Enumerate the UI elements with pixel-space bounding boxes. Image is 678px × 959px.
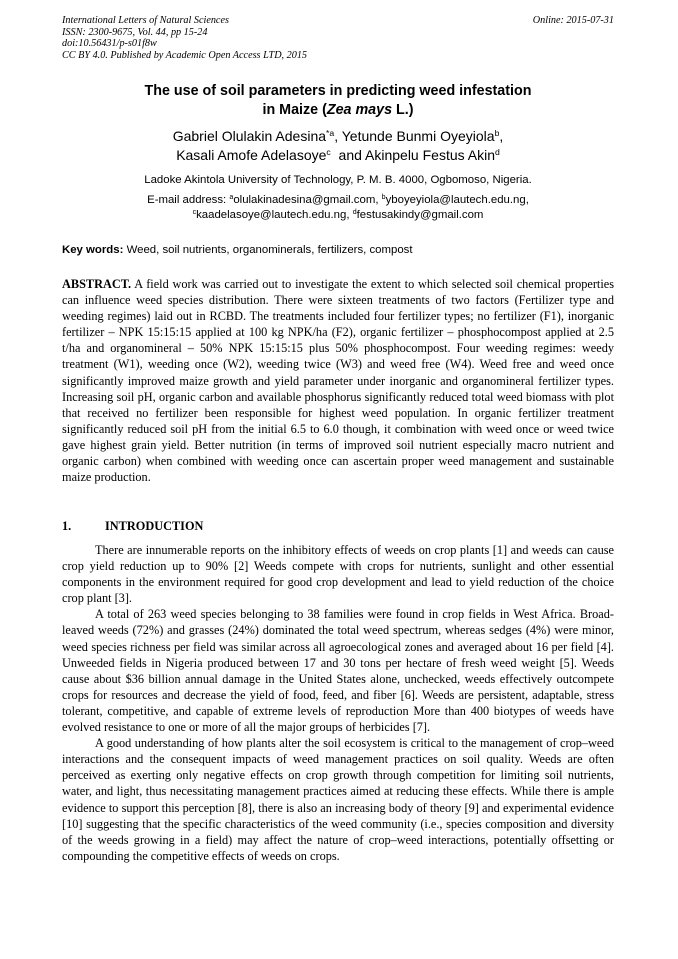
keywords bbox=[62, 243, 614, 257]
paragraph: There are innumerable reports on the inhibitory effects of weeds on crop plants [1] and weeds can cause crop yield reduction up to 90% [2] Weeds compete with crops for nutrients, sunlight and other essential components in the environment required for good crop development and lead to yield reduction of the choice crop plant [3]. bbox=[62, 543, 614, 606]
abstract-text: A field work was carried out to investigate the extent to which selected soil chemical properties can influence weed species distribution. There were sixteen treatments of two factors (Fertilizer type and weeding regimes) laid out in RCBD. The treatments included four fertilizer types; no fertilizer (F1), inorganic fertilizer – NPK 15:15:15 applied at 100 kg NPK/ha (F2), organic fertilizer – phosphocompost applied at 2.5 t/ha and organomineral – 50% NPK 15:15:15 plus 50% phosphocompost. Four weeding regimes: weedy treatment (W1), weeding once (W2), weeding twice (W3) and weed free (W4). Weed free and weed once significantly improved maize growth and yield parameter under inorganic and organomineral fertilizer types. Increasing soil pH, organic carbon and available phosphorus significantly reduced total weed biomass with plot that received no fertilizer been responsible for highest weed population. In organic fertilizer treatment significantly reduced soil pH from the initial 6.5 to 6.0 though, it combination with weed once or weed twice gave highest grain yield. Better nutrition (in terms of improved soil nutrient especially macro nutrient and organic carbon) when combined with weeding once can ascertain proper weed management and sustainable maize production. bbox=[62, 277, 614, 485]
email-link[interactable]: festusakindy@gmail.com bbox=[356, 209, 484, 221]
email-link[interactable]: olulakinadesina@gmail.com, bbox=[233, 194, 379, 206]
abstract-label: ABSTRACT. bbox=[62, 277, 132, 291]
doi-line[interactable]: doi:10.56431/p-s01f8w bbox=[62, 38, 157, 50]
section-heading bbox=[62, 518, 203, 534]
email-link[interactable]: yboyeyiola@lautech.edu.ng, bbox=[385, 194, 529, 206]
email-line-1 bbox=[62, 193, 614, 208]
title-text: in Maize ( bbox=[262, 101, 327, 118]
species-name: Zea mays bbox=[326, 101, 393, 118]
author-sup: *a bbox=[326, 128, 335, 139]
license-line: CC BY 4.0. Published by Academic Open Access LTD, 2015 bbox=[62, 49, 308, 61]
email-line-2 bbox=[62, 208, 614, 223]
author-list bbox=[62, 127, 614, 164]
journal-name: International Letters of Natural Sciences bbox=[62, 15, 229, 26]
issn-line: ISSN: 2300-9675, Vol. 44, pp 15-24 bbox=[62, 26, 208, 38]
title-line-2 bbox=[62, 101, 614, 120]
author-name: Kasali Amofe Adelasoye bbox=[176, 146, 327, 163]
author-sup: c bbox=[326, 146, 331, 157]
authors-line-1: Gabriel Olulakin Adesina$^{*a}$, Yetunde Bunmi Oyeyiola$^b$, bbox=[172, 128, 504, 144]
section-number: 1. bbox=[62, 519, 72, 533]
abstract bbox=[62, 276, 614, 485]
author-name: Yetunde Bunmi Oyeyiola bbox=[341, 128, 495, 144]
paragraph: A total of 263 weed species belonging to 38 families were found in crop fields in West Africa. Broad-leaved weeds (72%) and grasses (24%) dominated the total weed spectrum, whereas sedges (4%) were minor, weed species richness per field was similar across all agroecological zones and averaged about 16 per field [4]. Unweeded fields in Nigeria produced between 17 and 30 tons per hectare of fresh weed weight [5]. Weeds cause about $36 billion annual damage in the United States alone, unchecked, weeds effectively outcompete crops for resources and decrease the yield of food, feed, and fiber [6]. Weeds are persistent, adaptable, stress tolerant, competitive, and capable of extreme levels of reproduction More than 400 biotypes of weeds have evolved resistance to one or more of all the major groups of herbicides [7]. bbox=[62, 607, 614, 735]
title-text: L.) bbox=[392, 101, 414, 118]
author-sup: b bbox=[494, 128, 500, 139]
email-block bbox=[62, 193, 614, 223]
keywords-text: Weed, soil nutrients, organominerals, fertilizers, compost bbox=[126, 244, 413, 256]
section-title: INTRODUCTION bbox=[105, 519, 204, 533]
email-sup: c bbox=[192, 209, 197, 217]
paper-title bbox=[62, 82, 614, 119]
paragraph: A good understanding of how plants alter the soil ecosystem is critical to the management of crop–weed interactions and the consequent impacts of weed management practices on soil quality. Weeds are often perceived as exerting only negative effects on crop growth through competition for limiting soil nutrients, water, and light, thus necessitating management practices aimed at reducing these effects. While there is ample evidence to support this perception [8], there is also an increasing body of theory [9] and experimental evidence [10] suggesting that the specific characteristics of the weed community (i.e., species composition and diversity of the weeds growing in a field) may affect the nature of crop–weed interactions, potentially offsetting or compounding the competitive effects of weeds on crops. bbox=[62, 736, 614, 863]
email-sup: d bbox=[352, 209, 357, 217]
email-label: E-mail address: bbox=[147, 194, 227, 206]
journal-header bbox=[62, 15, 614, 61]
online-date: Online: 2015-07-31 bbox=[532, 15, 614, 26]
keywords-label: Key words: bbox=[62, 244, 124, 256]
author-name: Gabriel Olulakin Adesina bbox=[172, 128, 327, 144]
introduction-body bbox=[62, 542, 614, 864]
email-link[interactable]: kaadelasoye@lautech.edu.ng, bbox=[196, 209, 350, 221]
affiliation: Ladoke Akintola University of Technology, P. M. B. 4000, Ogbomoso, Nigeria. bbox=[144, 174, 532, 186]
title-line-1: The use of soil parameters in predicting weed infestation bbox=[144, 83, 532, 99]
email-sup: b bbox=[381, 194, 386, 202]
author-name: Akinpelu Festus Akin bbox=[365, 146, 495, 163]
author-sup: d bbox=[494, 146, 500, 157]
authors-line-2: Kasali Amofe Adelasoye$^c$ and Akinpelu Festus Akin$^d$ bbox=[176, 146, 500, 163]
email-sup: a bbox=[229, 194, 234, 202]
